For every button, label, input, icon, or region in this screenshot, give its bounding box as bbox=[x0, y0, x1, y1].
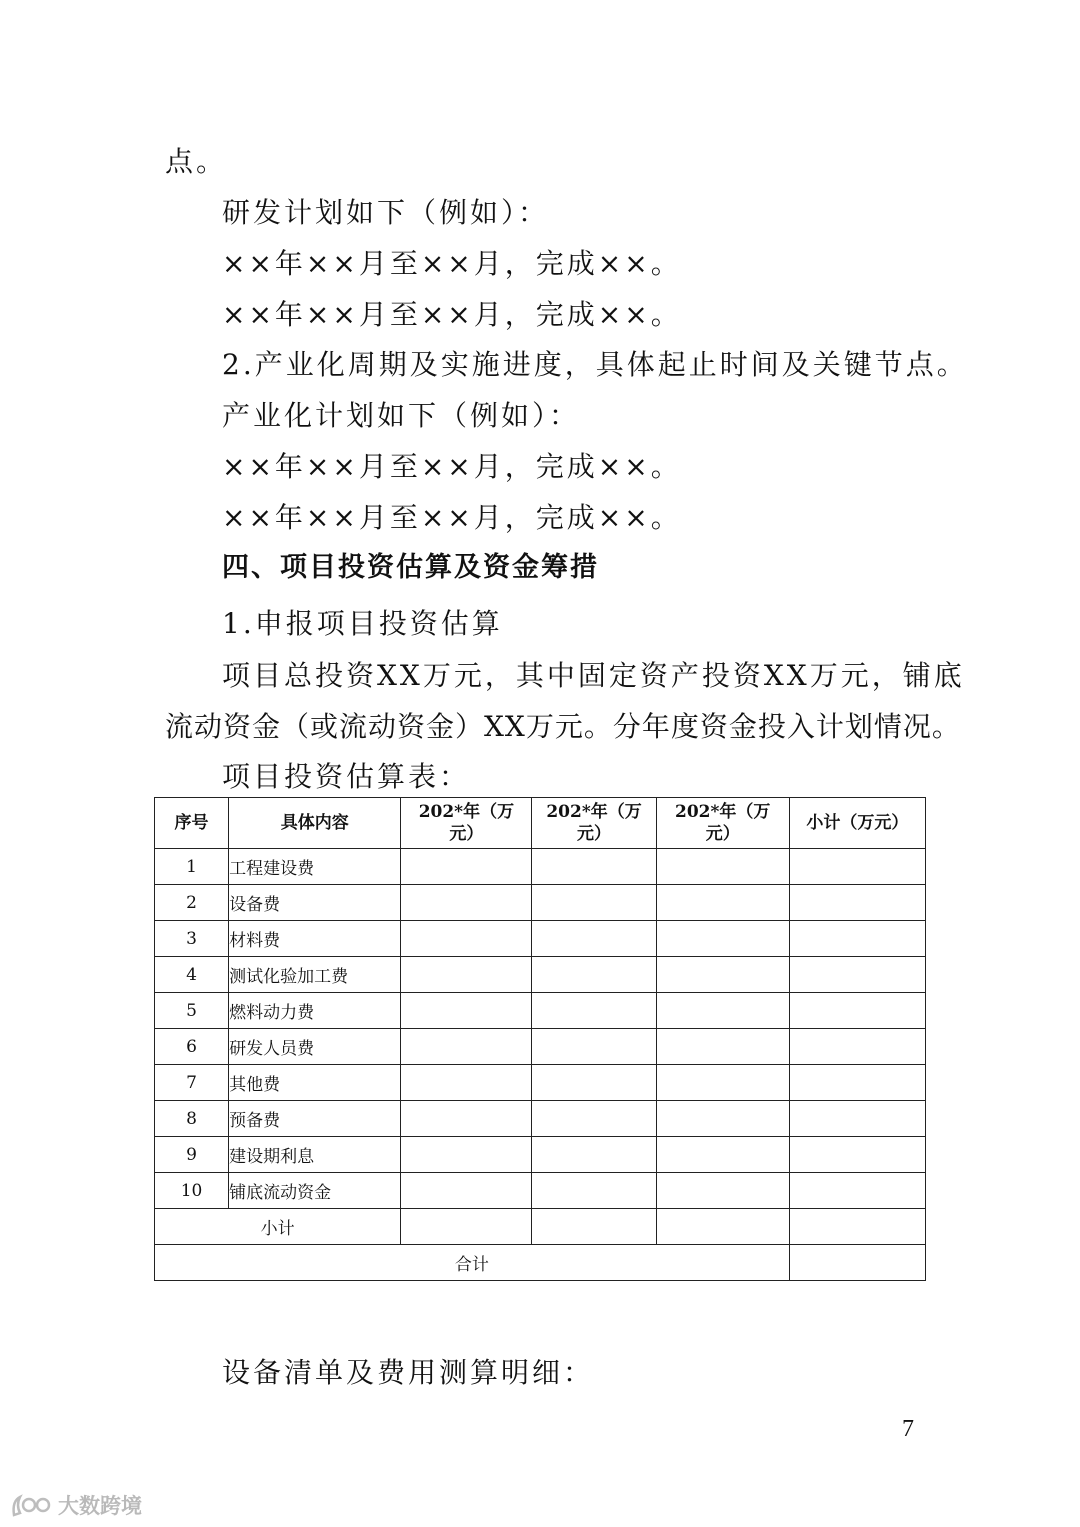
cell-year-3 bbox=[656, 1029, 789, 1065]
cell-year-1 bbox=[401, 1065, 532, 1101]
cell-year-2 bbox=[532, 885, 656, 921]
cell-year-1 bbox=[401, 921, 532, 957]
subsection-heading: 1.申报项目投资估算 bbox=[222, 607, 503, 640]
cell-year-1 bbox=[401, 1173, 532, 1209]
cell-year-1 bbox=[401, 849, 532, 885]
cell-subtotal bbox=[789, 1209, 925, 1245]
cell-year-3 bbox=[656, 849, 789, 885]
row-number: 7 bbox=[155, 1065, 229, 1101]
table-row bbox=[155, 921, 926, 957]
row-number: 1 bbox=[155, 849, 229, 885]
investment-estimate-table bbox=[154, 797, 926, 1281]
row-item: 设备费 bbox=[229, 885, 401, 921]
cell-subtotal bbox=[789, 1029, 925, 1065]
cell-subtotal bbox=[789, 1101, 925, 1137]
row-number: 3 bbox=[155, 921, 229, 957]
row-item: 燃料动力费 bbox=[229, 993, 401, 1029]
cell-year-3 bbox=[656, 957, 789, 993]
watermark-text: 大数跨境 bbox=[58, 1494, 142, 1518]
text-line-equipment-list: 设备清单及费用测算明细： bbox=[222, 1356, 595, 1389]
page-number: 7 bbox=[902, 1416, 914, 1442]
text-line-investment-summary-2: 流动资金（或流动资金）XX万元。分年度资金投入计划情况。 bbox=[165, 710, 961, 743]
watermark bbox=[10, 1490, 142, 1520]
text-line-continuation: 点。 bbox=[165, 145, 228, 178]
row-item: 预备费 bbox=[229, 1101, 401, 1137]
cell-subtotal bbox=[789, 1137, 925, 1173]
cell-year-1 bbox=[401, 1029, 532, 1065]
table-caption: 项目投资估算表： bbox=[222, 760, 471, 793]
text-line-industrialization-plan-intro: 产业化计划如下（例如）： bbox=[222, 399, 581, 432]
cell-total bbox=[789, 1245, 925, 1281]
cell-year-2 bbox=[532, 1101, 656, 1137]
cell-year-1 bbox=[401, 957, 532, 993]
table-row bbox=[155, 849, 926, 885]
row-number: 8 bbox=[155, 1101, 229, 1137]
header-content: 具体内容 bbox=[229, 798, 401, 849]
text-line-rd-plan-intro: 研发计划如下（例如）： bbox=[222, 196, 550, 229]
cell-subtotal bbox=[789, 1065, 925, 1101]
subtotal-label: 小计 bbox=[155, 1209, 401, 1245]
cell-year-2 bbox=[532, 993, 656, 1029]
table-row bbox=[155, 885, 926, 921]
table-row bbox=[155, 957, 926, 993]
row-number: 6 bbox=[155, 1029, 229, 1065]
cell-year-2 bbox=[532, 1029, 656, 1065]
cell-year-2 bbox=[532, 1173, 656, 1209]
cell-year-2 bbox=[532, 921, 656, 957]
table-row bbox=[155, 1173, 926, 1209]
table-row bbox=[155, 1137, 926, 1173]
cell-subtotal bbox=[789, 921, 925, 957]
cell-year-3 bbox=[656, 885, 789, 921]
row-number: 9 bbox=[155, 1137, 229, 1173]
row-item: 研发人员费 bbox=[229, 1029, 401, 1065]
row-number: 10 bbox=[155, 1173, 229, 1209]
cell-year-3 bbox=[656, 1173, 789, 1209]
header-serial: 序号 bbox=[155, 798, 229, 849]
section-heading: 四、项目投资估算及资金筹措 bbox=[222, 552, 599, 583]
table-row bbox=[155, 1029, 926, 1065]
cell-year-1 bbox=[401, 1101, 532, 1137]
watermark-logo-icon bbox=[10, 1491, 54, 1519]
cell-year-2 bbox=[532, 1065, 656, 1101]
table-row bbox=[155, 993, 926, 1029]
cell-year-2 bbox=[532, 957, 656, 993]
table-row bbox=[155, 1101, 926, 1137]
text-line-industrialization-item-1: ××年××月至××月，完成××。 bbox=[222, 450, 682, 483]
total-row bbox=[155, 1245, 926, 1281]
cell-year-3 bbox=[656, 1209, 789, 1245]
table-row bbox=[155, 1065, 926, 1101]
header-subtotal: 小计（万元） bbox=[789, 798, 925, 849]
row-number: 2 bbox=[155, 885, 229, 921]
cell-year-3 bbox=[656, 1065, 789, 1101]
cell-subtotal bbox=[789, 1173, 925, 1209]
row-item: 建设期利息 bbox=[229, 1137, 401, 1173]
table-header-row bbox=[155, 798, 926, 849]
text-line-rd-plan-item-1: ××年××月至××月，完成××。 bbox=[222, 247, 682, 280]
subtotal-row bbox=[155, 1209, 926, 1245]
cell-year-3 bbox=[656, 993, 789, 1029]
cell-year-1 bbox=[401, 1137, 532, 1173]
cell-year-1 bbox=[401, 993, 532, 1029]
row-item: 工程建设费 bbox=[229, 849, 401, 885]
cell-subtotal bbox=[789, 957, 925, 993]
cell-subtotal bbox=[789, 993, 925, 1029]
header-year-1: 202*年（万元） bbox=[401, 798, 532, 849]
cell-year-3 bbox=[656, 1137, 789, 1173]
cell-subtotal bbox=[789, 885, 925, 921]
cell-year-2 bbox=[532, 1137, 656, 1173]
row-item: 其他费 bbox=[229, 1065, 401, 1101]
text-line-industrialization-item-2: ××年××月至××月，完成××。 bbox=[222, 501, 682, 534]
cell-year-2 bbox=[532, 1209, 656, 1245]
cell-year-1 bbox=[401, 1209, 532, 1245]
header-year-3: 202*年（万元） bbox=[656, 798, 789, 849]
cell-year-1 bbox=[401, 885, 532, 921]
total-label: 合计 bbox=[155, 1245, 790, 1281]
cell-year-2 bbox=[532, 849, 656, 885]
row-number: 4 bbox=[155, 957, 229, 993]
text-line-rd-plan-item-2: ××年××月至××月，完成××。 bbox=[222, 298, 682, 331]
row-item: 测试化验加工费 bbox=[229, 957, 401, 993]
row-number: 5 bbox=[155, 993, 229, 1029]
text-line-investment-summary-1: 项目总投资XX万元，其中固定资产投资XX万元，铺底 bbox=[222, 659, 965, 692]
cell-year-3 bbox=[656, 921, 789, 957]
row-item: 铺底流动资金 bbox=[229, 1173, 401, 1209]
cell-year-3 bbox=[656, 1101, 789, 1137]
text-line-industrialization-cycle: 2.产业化周期及实施进度，具体起止时间及关键节点。 bbox=[222, 348, 968, 381]
row-item: 材料费 bbox=[229, 921, 401, 957]
header-year-2: 202*年（万元） bbox=[532, 798, 656, 849]
cell-subtotal bbox=[789, 849, 925, 885]
